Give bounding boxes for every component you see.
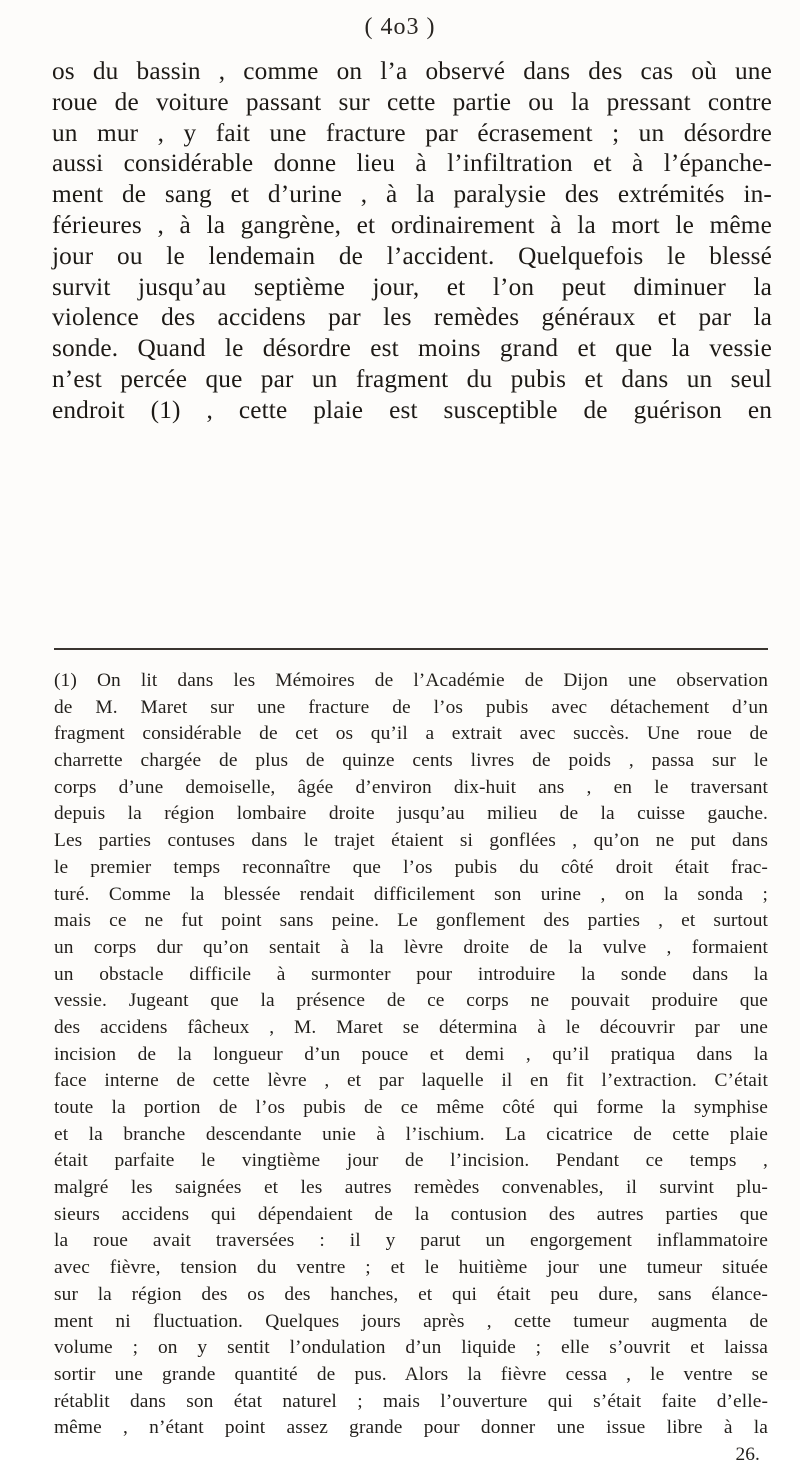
footnote-block: [54, 668, 768, 1469]
footnote-line: turé. Comme la blessée rendait difficilement son urine , on la sonda ;: [54, 883, 768, 905]
footnote-line: face interne de cette lèvre , et par laquelle il en fit l’extraction. C’était: [54, 1070, 768, 1092]
text-line: aussi considérable donne lieu à l’infiltration et à l’épanche-: [52, 149, 772, 178]
footnote-line: charrette chargée de plus de quinze cents livres de poids , passa sur le: [54, 750, 768, 772]
page-number: ( 4o3 ): [364, 14, 436, 40]
text-line: jour ou le lendemain de l’accident. Quelquefois le blessé: [52, 241, 772, 270]
footnote-line: des accidens fâcheux , M. Maret se détermina à le découvrir par une: [54, 1016, 768, 1038]
footnote-line: rétablit dans son état naturel ; mais l’ouverture qui s’était faite d’elle-: [54, 1390, 768, 1412]
footnote-line: depuis la région lombaire droite jusqu’au milieu de la cuisse gauche.: [54, 803, 768, 825]
footnote-line: même , n’étant point assez grande pour donner une issue libre à la: [54, 1417, 768, 1439]
text-line: férieures , à la gangrène, et ordinairement à la mort le même: [52, 210, 772, 239]
footnote-line: un obstacle difficile à surmonter pour introduire la sonde dans la: [54, 963, 768, 985]
text-line: os du bassin , comme on l’a observé dans des cas où une: [52, 57, 772, 85]
text-line: endroit (1) , cette plaie est susceptible de guérison en: [52, 395, 772, 424]
footnote-line: corps d’une demoiselle, âgée d’environ dix-huit ans , en le traversant: [54, 776, 768, 798]
footnote-line: avec fièvre, tension du ventre ; et le huitième jour une tumeur située: [54, 1257, 768, 1279]
footnote-line: la roue avait traversées : il y parut un engorgement inflammatoire: [54, 1230, 768, 1252]
footnote-line: toute la portion de l’os pubis de ce même côté qui forme la symphise: [54, 1097, 768, 1118]
footnote-line: ment ni fluctuation. Quelques jours après , cette tumeur augmenta de: [54, 1310, 768, 1332]
footnote-line: vessie. Jugeant que la présence de ce corps ne pouvait produire que: [54, 990, 768, 1012]
text-line: survit jusqu’au septième jour, et l’on peut diminuer la: [52, 272, 772, 301]
footnote-separator: [54, 648, 768, 650]
footnote-line: malgré les saignées et les autres remèdes convenables, il survint plu-: [54, 1177, 768, 1199]
footnote-line: sur la région des os des hanches, et qui était peu dure, sans élance-: [54, 1283, 768, 1305]
footnote-line: était parfaite le vingtième jour de l’incision. Pendant ce temps ,: [54, 1150, 768, 1172]
footnote-line: sieurs accidens qui dépendaient de la contusion des autres parties que: [54, 1203, 768, 1225]
text-line: n’est percée que par un fragment du pubis et dans un seul: [52, 364, 772, 393]
footnote-line: sortir une grande quantité de pus. Alors la fièvre cessa , le ventre se: [54, 1363, 768, 1385]
text-line: un mur , y fait une fracture par écrasement ; un désordre: [52, 118, 772, 147]
text-line: sonde. Quand le désordre est moins grand et que la vessie: [52, 334, 772, 363]
text-line: roue de voiture passant sur cette partie ou la pressant contre: [52, 87, 772, 116]
footnote-line: fragment considérable de cet os qu’il a extrait avec succès. Une roue de: [54, 723, 768, 745]
footnote-line: un corps dur qu’on sentait à la lèvre droite de la vulve , formaient: [54, 936, 768, 958]
footnote-line: de M. Maret sur une fracture de l’os pubis avec détachement d’un: [54, 696, 768, 718]
footnote-line: (1) On lit dans les Mémoires de l’Académie de Dijon une observation: [54, 670, 768, 691]
main-text-block: [52, 56, 772, 426]
footnote-line: le premier temps reconnaître que l’os pubis du côté droit était frac-: [54, 856, 768, 878]
text-line: violence des accidens par les remèdes généraux et par la: [52, 303, 772, 332]
footnote-line: mais ce ne fut point sans peine. Le gonflement des parties , et surtout: [54, 910, 768, 932]
catchword: 26.: [735, 1443, 760, 1465]
footnote-line: Les parties contuses dans le trajet étaient si gonflées , qu’on ne put dans: [54, 830, 768, 852]
footnote-line: et la branche descendante unie à l’ischium. La cicatrice de cette plaie: [54, 1123, 768, 1145]
text-line: ment de sang et d’urine , à la paralysie des extrémités in-: [52, 180, 772, 209]
footnote-line: volume ; on y sentit l’ondulation d’un liquide ; elle s’ouvrit et laissa: [54, 1337, 768, 1359]
footnote-line: incision de la longueur d’un pouce et demi , qu’il pratiqua dans la: [54, 1043, 768, 1065]
